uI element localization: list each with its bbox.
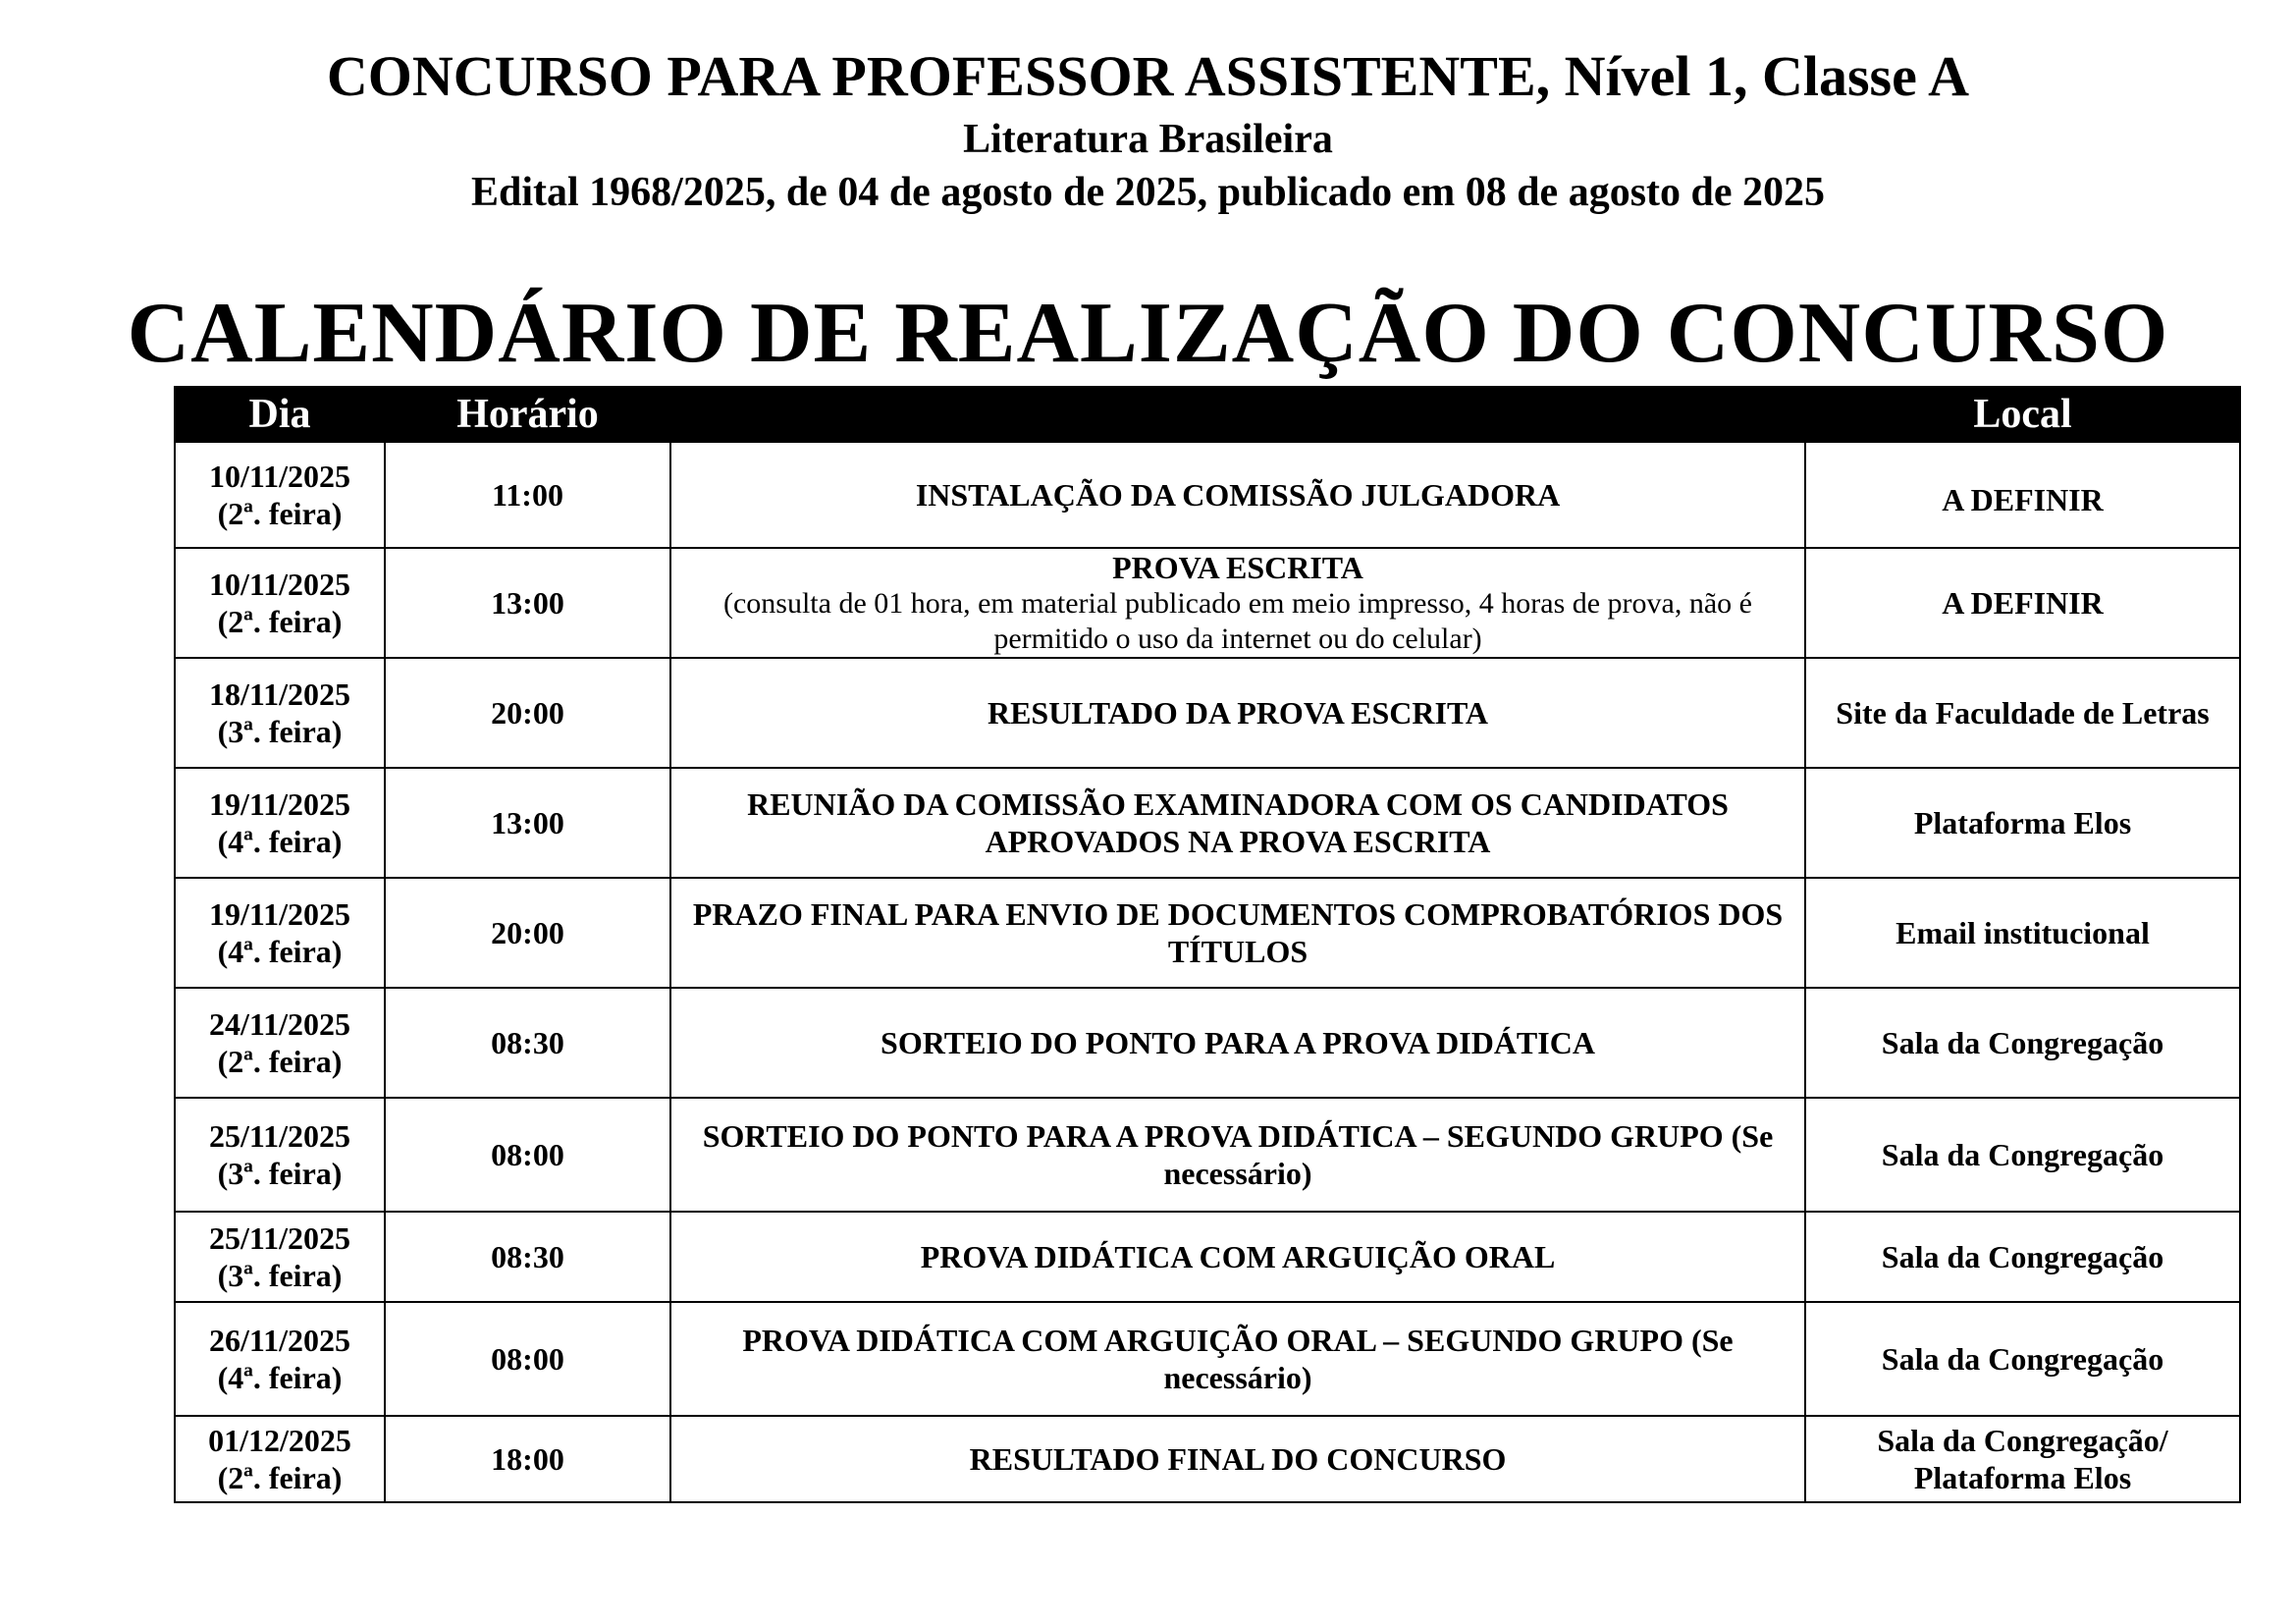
event-cell xyxy=(670,548,1805,658)
location-cell: Sala da Congregação xyxy=(1805,988,2240,1098)
event-cell: INSTALAÇÃO DA COMISSÃO JULGADORA xyxy=(670,442,1805,548)
time-cell: 08:30 xyxy=(385,1212,670,1302)
date-cell xyxy=(175,1416,385,1502)
location-cell xyxy=(1805,1416,2240,1502)
table-row xyxy=(175,1302,2240,1416)
event-cell: PROVA DIDÁTICA COM ARGUIÇÃO ORAL xyxy=(670,1212,1805,1302)
time-cell: 13:00 xyxy=(385,548,670,658)
date-text: 19/11/2025 xyxy=(208,786,350,822)
date-text: 18/11/2025 xyxy=(208,677,350,712)
date-text: 26/11/2025 xyxy=(208,1323,350,1358)
event-text: PROVA ESCRITA xyxy=(1112,550,1363,585)
date-text: 25/11/2025 xyxy=(208,1118,350,1154)
location-cell: A DEFINIR xyxy=(1805,442,2240,548)
time-cell: 11:00 xyxy=(385,442,670,548)
weekday-text: (2ª. feira) xyxy=(217,1044,343,1079)
event-cell: PROVA DIDÁTICA COM ARGUIÇÃO ORAL – SEGUNDO GRUPO (Se necessário) xyxy=(670,1302,1805,1416)
event-cell: RESULTADO FINAL DO CONCURSO xyxy=(670,1416,1805,1502)
location-text-line2: Plataforma Elos xyxy=(1913,1460,2132,1495)
date-cell xyxy=(175,1098,385,1212)
date-cell xyxy=(175,768,385,878)
edital-line: Edital 1968/2025, de 04 de agosto de 2025, publicado em 08 de agosto de 2025 xyxy=(470,170,1826,215)
table-row xyxy=(175,878,2240,988)
date-cell xyxy=(175,442,385,548)
calendar-title: CALENDÁRIO DE REALIZAÇÃO DO CONCURSO xyxy=(127,286,2169,381)
time-cell: 20:00 xyxy=(385,878,670,988)
date-text: 24/11/2025 xyxy=(208,1006,350,1042)
location-text: Sala da Congregação/ xyxy=(1877,1423,2168,1458)
table-row xyxy=(175,1416,2240,1502)
date-cell xyxy=(175,878,385,988)
event-cell: REUNIÃO DA COMISSÃO EXAMINADORA COM OS CANDIDATOS APROVADOS NA PROVA ESCRITA xyxy=(670,768,1805,878)
weekday-text: (4ª. feira) xyxy=(217,934,343,969)
table-header-row xyxy=(175,387,2240,442)
time-cell: 20:00 xyxy=(385,658,670,768)
location-cell: Plataforma Elos xyxy=(1805,768,2240,878)
column-header-evento xyxy=(670,387,1805,442)
time-cell: 13:00 xyxy=(385,768,670,878)
date-cell xyxy=(175,1302,385,1416)
weekday-text: (3ª. feira) xyxy=(217,1156,343,1191)
weekday-text: (3ª. feira) xyxy=(217,1258,343,1293)
table-row xyxy=(175,988,2240,1098)
table-row xyxy=(175,1098,2240,1212)
location-cell: Sala da Congregação xyxy=(1805,1302,2240,1416)
event-cell: PRAZO FINAL PARA ENVIO DE DOCUMENTOS COMPROBATÓRIOS DOS TÍTULOS xyxy=(670,878,1805,988)
event-cell: SORTEIO DO PONTO PARA A PROVA DIDÁTICA – SEGUNDO GRUPO (Se necessário) xyxy=(670,1098,1805,1212)
weekday-text: (2ª. feira) xyxy=(217,604,343,639)
document-header xyxy=(0,39,2296,220)
document-title: CONCURSO PARA PROFESSOR ASSISTENTE, Nível 1, Classe A xyxy=(326,44,1970,108)
date-text: 10/11/2025 xyxy=(208,459,350,494)
date-cell xyxy=(175,1212,385,1302)
event-cell: SORTEIO DO PONTO PARA A PROVA DIDÁTICA xyxy=(670,988,1805,1098)
table-row xyxy=(175,548,2240,658)
column-header-dia: Dia xyxy=(175,387,385,442)
location-cell: Sala da Congregação xyxy=(1805,1098,2240,1212)
date-cell xyxy=(175,988,385,1098)
weekday-text: (4ª. feira) xyxy=(217,824,343,859)
table-row xyxy=(175,442,2240,548)
event-cell: RESULTADO DA PROVA ESCRITA xyxy=(670,658,1805,768)
date-text: 10/11/2025 xyxy=(208,567,350,602)
location-cell: Email institucional xyxy=(1805,878,2240,988)
time-cell: 08:30 xyxy=(385,988,670,1098)
date-cell xyxy=(175,658,385,768)
column-header-horario: Horário xyxy=(385,387,670,442)
table-row xyxy=(175,768,2240,878)
time-cell: 08:00 xyxy=(385,1098,670,1212)
date-text: 25/11/2025 xyxy=(208,1220,350,1256)
date-text: 01/12/2025 xyxy=(208,1423,351,1458)
document-subtitle: Literatura Brasileira xyxy=(963,117,1333,162)
location-cell: Site da Faculdade de Letras xyxy=(1805,658,2240,768)
weekday-text: (2ª. feira) xyxy=(217,496,343,531)
time-cell: 08:00 xyxy=(385,1302,670,1416)
weekday-text: (2ª. feira) xyxy=(217,1460,343,1495)
date-text: 19/11/2025 xyxy=(208,896,350,932)
weekday-text: (3ª. feira) xyxy=(217,714,343,749)
location-cell: A DEFINIR xyxy=(1805,548,2240,658)
schedule-table xyxy=(174,386,2241,1503)
event-note: (consulta de 01 hora, em material publicado em meio impresso, 4 horas de prova, não é permitido o uso da internet ou do celular) xyxy=(722,587,1752,655)
date-cell xyxy=(175,548,385,658)
column-header-local: Local xyxy=(1805,387,2240,442)
time-cell: 18:00 xyxy=(385,1416,670,1502)
table-row xyxy=(175,658,2240,768)
table-row xyxy=(175,1212,2240,1302)
location-cell: Sala da Congregação xyxy=(1805,1212,2240,1302)
weekday-text: (4ª. feira) xyxy=(217,1360,343,1395)
